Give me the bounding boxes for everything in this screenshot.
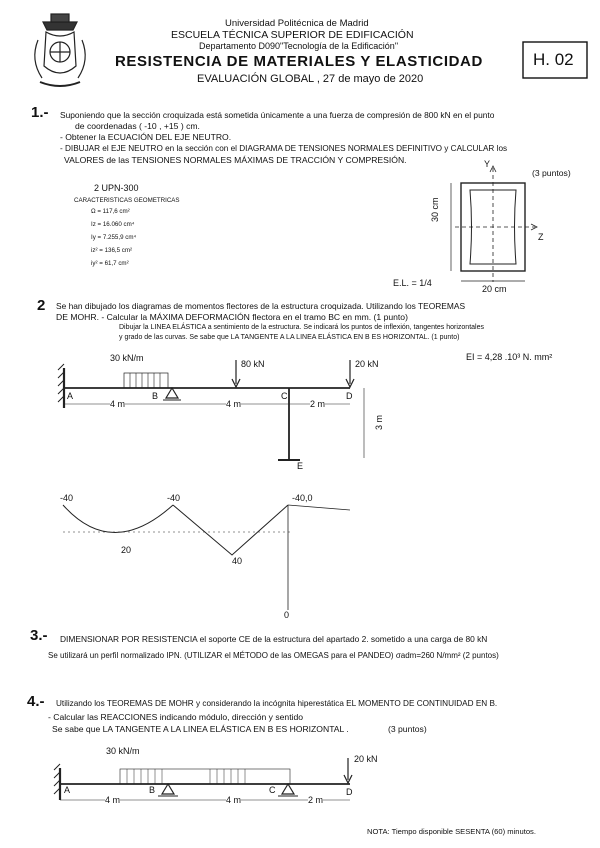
q1-prop-iy2: iy² = 61,7 cm² [91,260,129,267]
q4-node-d: D [346,787,353,797]
q4-load-distributed: 30 kN/m [106,746,140,756]
q4-load-20kn: 20 kN [354,754,378,764]
q2-node-c: C [281,391,288,401]
q2-number: 2 [37,297,46,314]
q3-statement-line2: Se utilizará un perfil normalizado IPN. (UTILIZAR el MÉTODO de las OMEGAS para el PANDEO) σadm=260 N/mm² (2 puntos) [48,651,499,660]
university-crest-logo [35,14,85,86]
q1-profile-name: 2 UPN-300 [94,183,139,193]
moment-label-e: 0 [284,610,290,620]
q2-structure [58,360,364,460]
school-name: ESCUELA TÉCNICA SUPERIOR DE EDIFICACIÓN [171,29,414,41]
q2-node-e: E [297,461,304,471]
q2-statement-line2: DE MOHR. - Calcular la MÁXIMA DEFORMACIÓN flectora en el tramo BC en mm. (1 punto) [56,312,408,322]
q3-statement-line1: DIMENSIONAR POR RESISTENCIA el soporte CE de la estructura del apartado 2. sometido a una carga de 80 kN [60,634,488,644]
q1-characteristics-title: CARACTERISTICAS GEOMETRICAS [74,197,180,204]
q2-moment-diagram [63,505,350,610]
q1-prop-area: Ω = 117,6 cm² [91,208,130,215]
q2-node-b: B [152,391,159,401]
q1-prop-iz2: iz² = 136,5 cm² [91,247,133,254]
q1-prop-iz: Iz = 16.060 cm⁴ [91,221,135,228]
q4-node-b: B [149,785,156,795]
q1-statement-line4: - DIBUJAR el EJE NEUTRO en la sección con el DIAGRAMA DE TENSIONES NORMALES DEFINITIVO y CALCULAR los [60,144,508,153]
q1-statement-line2: de coordenadas ( -10 , +15 ) cm. [75,121,200,131]
q2-span-bc: 4 m [226,399,242,409]
q2-ei: EI = 4,28 .10³ N. mm² [466,352,553,362]
q1-prop-iy: Iy = 7.255,9 cm⁴ [91,234,137,241]
department-name: Departamento D090"Tecnología de la Edificación" [199,41,399,51]
q2-load-20kn: 20 kN [355,359,379,369]
time-note: NOTA: Tiempo disponible SESENTA (60) minutos. [367,827,536,836]
exam-code: H. 02 [533,50,574,69]
q2-span-ab: 4 m [110,399,126,409]
q4-statement-line3: Se sabe que LA TANGENTE A LA LINEA ELÁSTICA EN B ES HORIZONTAL . [52,724,349,734]
q2-span-cd: 2 m [310,399,326,409]
q1-dim-width: 20 cm [482,284,507,294]
subject-title: RESISTENCIA DE MATERIALES Y ELASTICIDAD [115,53,483,70]
q1-points: (3 puntos) [532,168,571,178]
q1-scale: E.L. = 1/4 [393,278,432,288]
q2-load-distributed: 30 kN/m [110,353,144,363]
q4-span-ab: 4 m [105,795,121,805]
q1-statement-line5: VALORES de las TENSIONES NORMALES MÁXIMAS DE TRACCIÓN Y COMPRESIÓN. [64,155,407,165]
q1-dim-height: 30 cm [430,197,440,222]
moment-label-c: -40,0 [292,493,313,503]
moment-label-b: -40 [167,493,181,503]
q4-statement-line2: - Calcular las REACCIONES indicando módulo, dirección y sentido [48,712,304,722]
q4-span-bc: 4 m [226,795,242,805]
q4-points: (3 puntos) [388,724,427,734]
q1-statement-line1: Suponiendo que la sección croquizada está sometida únicamente a una fuerza de compresión de 800 kN en el punto [60,110,495,120]
q4-node-c: C [269,785,276,795]
q2-statement-line3: Dibujar la LINEA ELÁSTICA a sentimiento de la estructura. Se indicará los puntos de inflexión, tangentes horizontales [119,324,484,331]
q2-statement-line4: y grado de las curvas. Se sabe que LA TANGENTE A LA LINEA ELÁSTICA EN B ES HORIZONTAL. (1 punto) [119,334,460,341]
university-name: Universidad Politécnica de Madrid [225,18,369,29]
moment-label-bc-span: 40 [232,556,243,566]
q4-statement-line1: Utilizando los TEOREMAS DE MOHR y considerando la incógnita hiperestática EL MOMENTO DE CONTINUIDAD EN B. [56,699,498,708]
q1-statement-line3: - Obtener la ECUACIÓN DEL EJE NEUTRO. [60,132,232,142]
q1-axis-y: Y [484,159,491,169]
evaluation-title: EVALUACIÓN GLOBAL , 27 de mayo de 2020 [197,73,424,85]
q4-span-cd: 2 m [308,795,324,805]
q3-number: 3.- [30,627,48,644]
q2-node-d: D [346,391,353,401]
moment-label-a: -40 [60,493,74,503]
moment-label-ab-span: 20 [121,545,132,555]
q2-statement-line1: Se han dibujado los diagramas de momentos flectores de la estructura croquizada. Utilizando los TEOREMAS [56,301,466,311]
q2-node-a: A [67,391,74,401]
q4-number: 4.- [27,693,45,710]
q1-section-figure [451,166,537,282]
q4-node-a: A [64,785,71,795]
q4-structure [54,758,352,800]
q2-load-80kn: 80 kN [241,359,265,369]
q1-axis-z: Z [538,232,544,242]
q1-number: 1.- [31,104,49,121]
q2-height-ce: 3 m [374,414,384,430]
